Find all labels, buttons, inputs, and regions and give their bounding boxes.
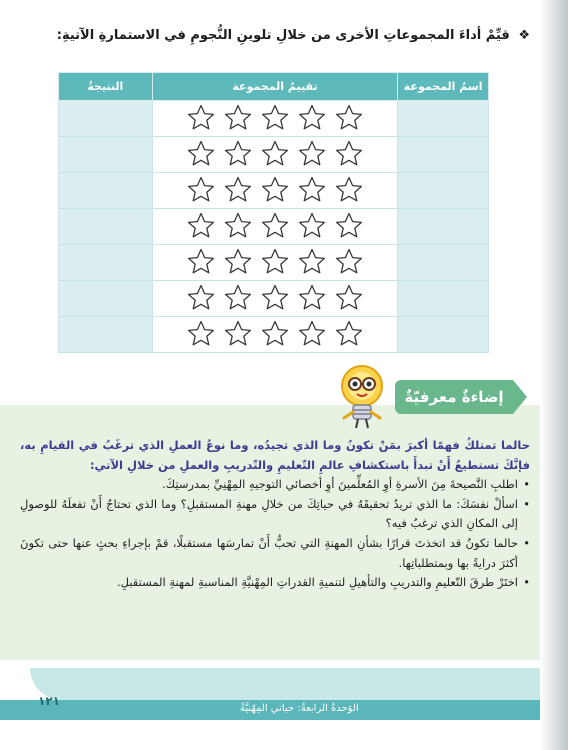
- header-group-name: اسمُ المجموعة: [398, 73, 489, 101]
- star-outline-icon[interactable]: [223, 102, 253, 132]
- star-outline-icon[interactable]: [186, 102, 216, 132]
- table-row: [59, 173, 489, 209]
- star-outline-icon[interactable]: [223, 174, 253, 204]
- lightbulb-mascot-icon: [330, 360, 394, 432]
- star-outline-icon[interactable]: [260, 282, 290, 312]
- star-outline-icon[interactable]: [334, 210, 364, 240]
- star-outline-icon[interactable]: [297, 246, 327, 276]
- star-outline-icon[interactable]: [297, 102, 327, 132]
- table-row: [59, 281, 489, 317]
- star-outline-icon[interactable]: [260, 102, 290, 132]
- star-outline-icon[interactable]: [223, 282, 253, 312]
- group-rating-cell: [152, 137, 398, 173]
- star-outline-icon[interactable]: [334, 102, 364, 132]
- group-rating-cell: [152, 173, 398, 209]
- star-rating: [186, 174, 364, 204]
- star-outline-icon[interactable]: [297, 174, 327, 204]
- group-rating-cell: [152, 281, 398, 317]
- star-rating: [186, 282, 364, 312]
- star-rating: [186, 138, 364, 168]
- table-row: [59, 137, 489, 173]
- book-spine-shadow: [540, 0, 568, 750]
- star-outline-icon[interactable]: [260, 138, 290, 168]
- star-outline-icon[interactable]: [186, 174, 216, 204]
- unit-title: الوَحدةُ الرابعةُ: حياتي المِهْنيَّةُ: [240, 703, 359, 714]
- table-row: [59, 209, 489, 245]
- result-cell[interactable]: [59, 209, 153, 245]
- result-cell[interactable]: [59, 245, 153, 281]
- star-outline-icon[interactable]: [186, 138, 216, 168]
- star-outline-icon[interactable]: [260, 174, 290, 204]
- header-group-rating: تقييمُ المجموعة: [152, 73, 398, 101]
- list-item: • اطلبِ النَّصيحةَ مِنَ الأسرةِ أوِ المُعلِّمينَ أوِ أخصائي التوجيهِ المِهْنِيِّ بمدرستِكَ.: [20, 475, 530, 495]
- footer-decoration: [30, 668, 540, 700]
- star-outline-icon[interactable]: [260, 210, 290, 240]
- star-outline-icon[interactable]: [334, 174, 364, 204]
- table-row: [59, 317, 489, 353]
- star-outline-icon[interactable]: [260, 318, 290, 348]
- star-outline-icon[interactable]: [223, 318, 253, 348]
- star-outline-icon[interactable]: [297, 318, 327, 348]
- star-outline-icon[interactable]: [186, 318, 216, 348]
- group-name-cell[interactable]: [398, 209, 489, 245]
- star-outline-icon[interactable]: [297, 282, 327, 312]
- evaluation-table: [58, 72, 489, 353]
- result-cell[interactable]: [59, 173, 153, 209]
- star-rating: [186, 210, 364, 240]
- info-points: [20, 475, 530, 593]
- star-outline-icon[interactable]: [223, 246, 253, 276]
- star-outline-icon[interactable]: [186, 282, 216, 312]
- group-rating-cell: [152, 209, 398, 245]
- page-number: ١٢١: [38, 694, 60, 708]
- result-cell[interactable]: [59, 101, 153, 137]
- group-name-cell[interactable]: [398, 101, 489, 137]
- info-intro: حالما تمتلكُ فهمًا أكبرَ بمَنْ تكونُ وما الذي تجيدُه، وما نوعُ العملِ الذي ترغَبُ في القيامِ به، فإنَّكَ تستطيعُ أَنْ تبدأَ باستكشافِ عالمِ التّعليمِ والتّدريبِ والعملِ من خلالِ الآتي:: [20, 438, 530, 472]
- star-outline-icon[interactable]: [260, 246, 290, 276]
- star-outline-icon[interactable]: [186, 246, 216, 276]
- group-name-cell[interactable]: [398, 281, 489, 317]
- group-name-cell[interactable]: [398, 137, 489, 173]
- page-footer: [0, 658, 568, 750]
- star-outline-icon[interactable]: [223, 210, 253, 240]
- star-outline-icon[interactable]: [297, 138, 327, 168]
- list-item: • حالما تكونُ قد اتخذتَ قرارًا بشأنِ المهنةِ التي تحبُّ أَنْ تمارسَها مستقبلًا، قمْ بإجراءِ بحثٍ عنها حتى تكونَ أكثرَ درايةً بها وبمتطلباتِها.: [20, 534, 530, 573]
- result-cell[interactable]: [59, 137, 153, 173]
- table-row: [59, 245, 489, 281]
- group-name-cell[interactable]: [398, 245, 489, 281]
- table-header-row: [59, 73, 489, 101]
- star-outline-icon[interactable]: [334, 246, 364, 276]
- instruction-line: [56, 28, 530, 43]
- info-title: إضاءةٌ معرفيّةٌ: [404, 388, 504, 406]
- result-cell[interactable]: [59, 281, 153, 317]
- star-outline-icon[interactable]: [334, 318, 364, 348]
- star-rating: [186, 102, 364, 132]
- info-text: [20, 436, 530, 593]
- list-item: • اسألْ نفسَكَ: ما الذي تريدُ تحقيقَهُ في حياتِكَ من خلالِ مهنةِ المستقبلِ؟ وما الذي تحتاجُ أَنْ تفعلَهُ للوصولِ إلى المكانِ الذي ترغبُ فيه؟: [20, 495, 530, 534]
- info-banner: [395, 380, 513, 414]
- diamond-bullet-icon: ❖: [518, 28, 530, 43]
- result-cell[interactable]: [59, 317, 153, 353]
- header-result: النتيجةُ: [59, 73, 153, 101]
- group-rating-cell: [152, 317, 398, 353]
- star-outline-icon[interactable]: [334, 282, 364, 312]
- table-row: [59, 101, 489, 137]
- instruction-text: قيِّمْ أداءَ المجموعاتِ الأخرى من خلالِ تلوينِ النُّجومِ في الاستمارةِ الآتيةِ:: [56, 28, 510, 43]
- group-name-cell[interactable]: [398, 173, 489, 209]
- star-outline-icon[interactable]: [297, 210, 327, 240]
- group-name-cell[interactable]: [398, 317, 489, 353]
- star-outline-icon[interactable]: [223, 138, 253, 168]
- table-body: [59, 101, 489, 353]
- star-rating: [186, 318, 364, 348]
- star-rating: [186, 246, 364, 276]
- group-rating-cell: [152, 101, 398, 137]
- star-outline-icon[interactable]: [334, 138, 364, 168]
- star-outline-icon[interactable]: [186, 210, 216, 240]
- list-item: • اختَرْ طرقَ التّعليمِ والتدريبِ والتأهيلِ لتنميةِ القدراتِ المِهْنيَّةِ المناسبةِ لمهنةِ المستقبلِ.: [20, 573, 530, 593]
- group-rating-cell: [152, 245, 398, 281]
